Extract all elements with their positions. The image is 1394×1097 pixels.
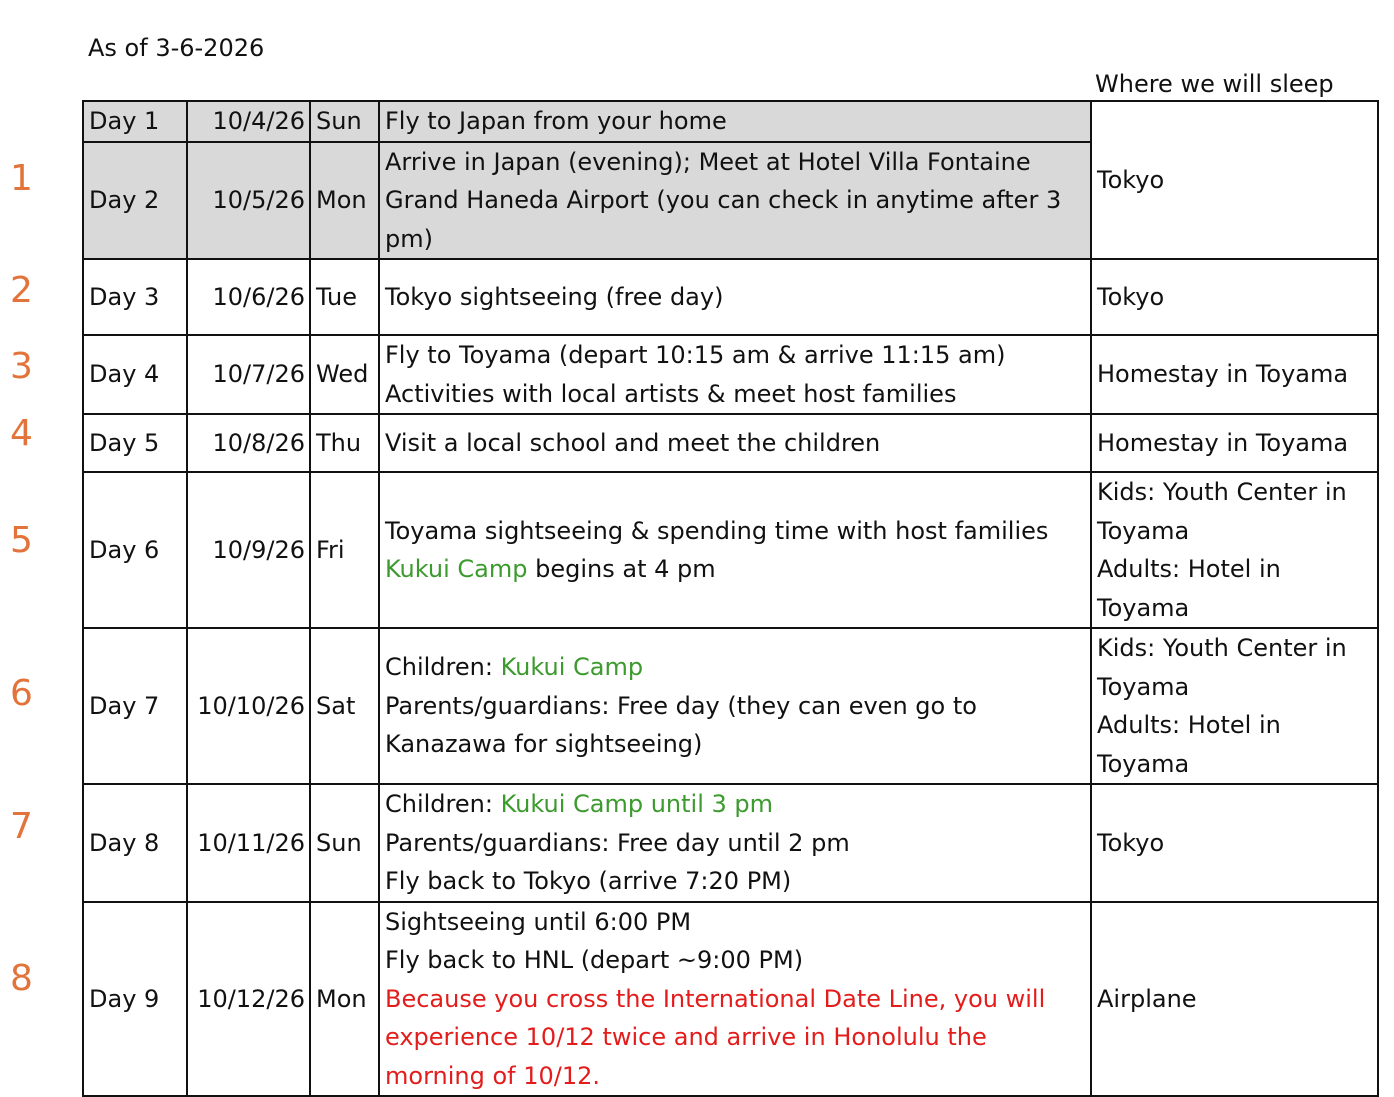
sleep-cell: Airplane (1091, 902, 1378, 1097)
date-cell: 10/7/26 (187, 335, 310, 414)
sleep-cell: Homestay in Toyama (1091, 335, 1378, 414)
table-row (83, 902, 1378, 1097)
weekday-cell: Mon (310, 142, 379, 260)
activity-line: Visit a local school and meet the children (385, 428, 881, 457)
activity-line: Sightseeing until 6:00 PM (385, 907, 692, 936)
sleep-line: Toyama (1097, 593, 1190, 622)
activity-cell (379, 335, 1091, 414)
weekday-cell: Sat (310, 628, 379, 784)
weekday-cell: Sun (310, 784, 379, 902)
sleep-cell (1091, 628, 1378, 784)
day-cell: Day 4 (83, 335, 187, 414)
sleep-line: Adults: Hotel in (1097, 555, 1281, 583)
sleep-line: Kids: Youth Center in (1097, 634, 1347, 662)
camp-line (385, 550, 1090, 589)
date-cell: 10/11/26 (187, 784, 310, 902)
activity-line: Fly to Toyama (depart 10:15 am & arrive 11:15 am) (385, 341, 1006, 369)
itinerary-table (82, 100, 1379, 1097)
weekday-cell: Wed (310, 335, 379, 414)
activity-line: Parents/guardians: Free day until 2 pm (385, 828, 850, 857)
date-line-warning: experience 10/12 twice and arrive in Honolulu the (385, 1023, 987, 1051)
date-cell: 10/10/26 (187, 628, 310, 784)
activity-cell (379, 472, 1091, 628)
day-cell: Day 1 (83, 101, 187, 142)
day-cell: Day 7 (83, 628, 187, 784)
activity-cell (379, 628, 1091, 784)
activity-line: Tokyo sightseeing (free day) (385, 282, 724, 311)
kukui-camp-label: Kukui Camp (385, 555, 528, 583)
date-line-warning: Because you cross the International Date Line, you will (385, 984, 1046, 1013)
trip-day-numbers (0, 0, 80, 1090)
day-cell: Day 5 (83, 414, 187, 472)
sleep-line: Kids: Youth Center in (1097, 478, 1347, 506)
date-cell: 10/4/26 (187, 101, 310, 142)
activity-line: Parents/guardians: Free day (they can even go to (385, 691, 977, 720)
kukui-camp-label: Kukui Camp until 3 pm (500, 790, 774, 818)
trip-number: 5 (10, 520, 33, 561)
day-cell: Day 2 (83, 142, 187, 260)
date-cell: 10/9/26 (187, 472, 310, 628)
sleep-line: Toyama (1097, 672, 1190, 701)
table-row (83, 784, 1378, 902)
sleep-column-header: Where we will sleep (1095, 70, 1334, 98)
table-row (83, 101, 1378, 142)
date-line-warning: morning of 10/12. (385, 1061, 601, 1090)
table-row (83, 335, 1378, 414)
activity-cell (379, 784, 1091, 902)
date-cell: 10/5/26 (187, 142, 310, 260)
activity-line: Activities with local artists & meet host families (385, 379, 957, 408)
activity-line: Toyama sightseeing & spending time with host families (385, 516, 1049, 545)
children-line (385, 785, 1090, 824)
trip-number: 3 (10, 346, 33, 387)
trip-number: 8 (10, 958, 33, 999)
day-cell: Day 3 (83, 259, 187, 335)
weekday-cell: Mon (310, 902, 379, 1097)
children-line (385, 648, 1090, 687)
activity-cell (379, 259, 1091, 335)
activity-line: Fly back to HNL (depart ~9:00 PM) (385, 946, 804, 974)
day-cell: Day 9 (83, 902, 187, 1097)
day-cell: Day 8 (83, 784, 187, 902)
sleep-line: Adults: Hotel in (1097, 711, 1281, 739)
activity-cell (379, 142, 1091, 260)
sleep-cell: Tokyo (1091, 259, 1378, 335)
trip-number: 6 (10, 673, 33, 714)
weekday-cell: Sun (310, 101, 379, 142)
trip-number: 7 (10, 806, 33, 847)
sleep-line: Toyama (1097, 749, 1190, 778)
activity-cell (379, 414, 1091, 472)
activity-line: Fly to Japan from your home (385, 107, 727, 135)
sleep-cell: Tokyo (1091, 101, 1378, 259)
camp-time: begins at 4 pm (527, 555, 716, 583)
sleep-cell (1091, 472, 1378, 628)
table-row (83, 472, 1378, 628)
weekday-cell: Tue (310, 259, 379, 335)
children-label: Children: (385, 653, 501, 682)
table-row (83, 414, 1378, 472)
children-label: Children: (385, 790, 501, 818)
sleep-cell: Tokyo (1091, 784, 1378, 902)
weekday-cell: Thu (310, 414, 379, 472)
as-of-date: As of 3-6-2026 (88, 34, 265, 62)
trip-number: 2 (10, 270, 33, 311)
sleep-line: Toyama (1097, 516, 1190, 545)
kukui-camp-label: Kukui Camp (500, 653, 644, 682)
activity-line: Arrive in Japan (evening); Meet at Hotel Villa Fontaine Grand Haneda Airport (you can check in anytime after 3 pm) (385, 147, 1062, 253)
table-row (83, 628, 1378, 784)
date-cell: 10/12/26 (187, 902, 310, 1097)
activity-line: Kanazawa for sightseeing) (385, 730, 703, 759)
trip-number: 4 (10, 413, 33, 454)
date-cell: 10/6/26 (187, 259, 310, 335)
activity-cell (379, 101, 1091, 142)
activity-line: Fly back to Tokyo (arrive 7:20 PM) (385, 867, 792, 895)
activity-cell (379, 902, 1091, 1097)
table-row (83, 259, 1378, 335)
weekday-cell: Fri (310, 472, 379, 628)
sleep-cell: Homestay in Toyama (1091, 414, 1378, 472)
trip-number: 1 (10, 158, 33, 199)
day-cell: Day 6 (83, 472, 187, 628)
date-cell: 10/8/26 (187, 414, 310, 472)
